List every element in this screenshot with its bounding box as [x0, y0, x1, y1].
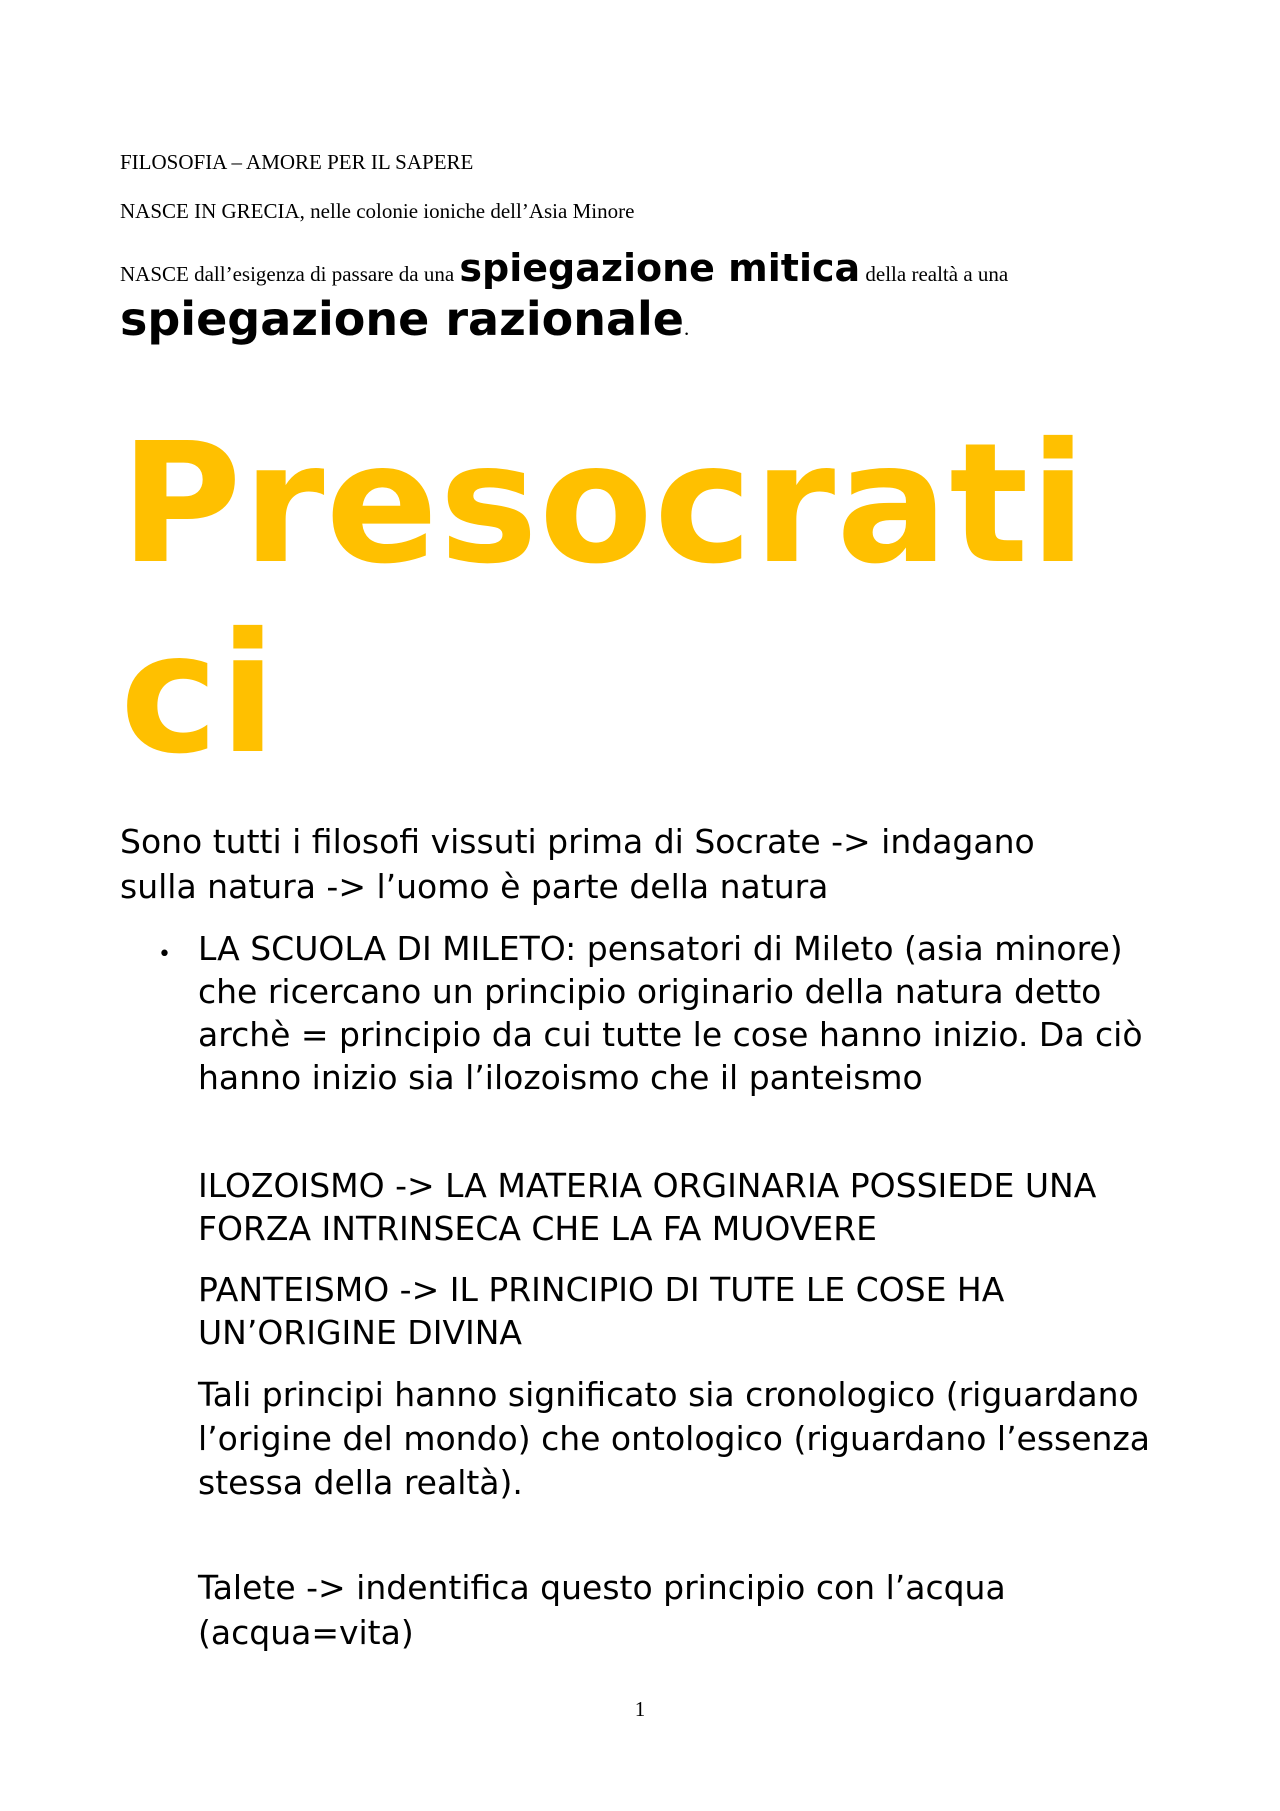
page-number: 1 [634, 1697, 646, 1721]
header-line-filosofia: FILOSOFIA – AMORE PER IL SAPERE [120, 150, 474, 174]
bullet-icon: • [158, 942, 171, 967]
list-item-scuola-mileto: LA SCUOLA DI MILETO: pensatori di Mileto (asia minore) che ricercano un principio originario della natura detto archè = principio da cui tutte le cose hanno inizio. Da ciò hanno inizio sia l’ilozoismo che il panteismo [198, 929, 1143, 1097]
panteismo-paragraph: PANTEISMO -> IL PRINCIPIO DI TUTE LE COSE HA UN’ORIGINE DIVINA [198, 1270, 1005, 1352]
esigenza-text: NASCE dall’esigenza di passare da una [120, 262, 460, 286]
page-title: Presocratici [120, 408, 1088, 791]
talete-paragraph: Talete -> indentifica questo principio con l’acqua (acqua=vita) [198, 1568, 1006, 1652]
period-text: . [683, 316, 690, 340]
ilozoismo-paragraph: ILOZOISMO -> LA MATERIA ORGINARIA POSSIEDE UNA FORZA INTRINSECA CHE LA FA MUOVERE [198, 1166, 1097, 1248]
intro-paragraph: Sono tutti i filosofi vissuti prima di Socrate -> indagano sulla natura -> l’uomo è parte della natura [120, 822, 1035, 906]
spiegazione-mitica-emphasis: spiegazione mitica [459, 246, 861, 290]
header-line-razionale [120, 288, 689, 359]
header-line-grecia: NASCE IN GRECIA, nelle colonie ioniche dell’Asia Minore [120, 199, 635, 223]
spiegazione-razionale-emphasis: spiegazione razionale [120, 292, 684, 346]
realta-text: della realtà a una [860, 262, 1009, 286]
principi-paragraph: Tali principi hanno significato sia cronologico (riguardano l’origine del mondo) che ontologico (riguardano l’essenza stessa della realtà). [198, 1375, 1151, 1502]
